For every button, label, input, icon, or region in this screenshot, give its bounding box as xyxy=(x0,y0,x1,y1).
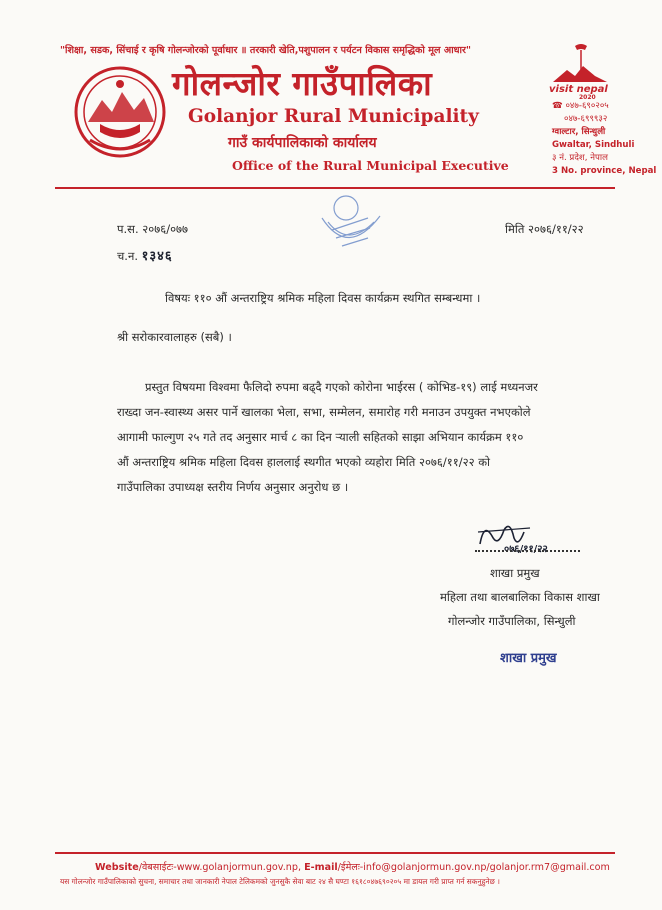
date-value: २०७६/११/२२ xyxy=(528,222,584,236)
province-english: 3 No. province, Nepal xyxy=(552,166,657,176)
phone-icon: ☎ xyxy=(552,101,563,111)
municipality-name-nepali: गोलन्जोर गाउँपालिका xyxy=(172,64,433,103)
email-link[interactable]: info@golanjormun.gov.np/golanjor.rm7@gmail.com xyxy=(363,862,610,873)
visit-nepal-logo-icon xyxy=(545,42,615,100)
dispatch-label: च.न. xyxy=(117,249,138,263)
phone-1: ०४७-६९०२०५ xyxy=(565,101,609,111)
letter-date xyxy=(505,222,584,237)
address-english: Gwaltar, Sindhuli xyxy=(552,140,635,150)
body-line: प्रस्तुत विषयमा विश्वमा फैलिदो रुपमा बढ्दै गएको कोरोना भाईरस ( कोभिड-१९) लाई मध्यनजर xyxy=(145,380,538,394)
reference-number xyxy=(117,222,188,237)
body-line: गाउँपालिका उपाध्यक्ष स्तरीय निर्णय अनुसार अनुरोध छ । xyxy=(117,480,349,494)
visit-logo-text: visit nepal xyxy=(549,84,608,95)
letter-subject: विषयः ११० औं अन्तराष्ट्रिय श्रमिक महिला दिवस कार्यक्रम स्थगित सम्बन्धमा । xyxy=(165,291,481,305)
date-label: मिति xyxy=(505,222,525,236)
address-nepali: ग्वाल्टार, सिन्धुली xyxy=(552,127,606,137)
municipality-name-english: Golanjor Rural Municipality xyxy=(188,106,479,127)
contact-block xyxy=(552,100,662,178)
reference-label: प.स. xyxy=(117,222,139,236)
office-name-english: Office of the Rural Municipal Executive xyxy=(232,158,509,173)
website-link[interactable]: www.golanjormun.gov.np, xyxy=(176,862,302,873)
body-line: आगामी फाल्गुण २५ गते तद अनुसार मार्च ८ का दिन र्‍याली सहितको साझा अभियान कार्यक्रम ११० xyxy=(117,430,524,444)
signatory-title: शाखा प्रमुख xyxy=(490,566,540,580)
visit-logo-year: 2020 xyxy=(579,94,596,100)
footer-divider xyxy=(55,852,615,854)
office-name-nepali: गाउँ कार्यपालिकाको कार्यालय xyxy=(228,135,377,151)
nepal-emblem-icon xyxy=(70,62,170,162)
slogan: "शिक्षा, सडक, सिंचाई र कृषि गोलन्जोरको पूर्वाधार ॥ तरकारी खेति,पशुपालन र पर्यटन विकास समृद्धिको मूल आधार" xyxy=(60,45,471,56)
email-label-nepali: /ईमेलः- xyxy=(337,862,364,873)
footer-notice: यस गोलन्जोर गाउँपालिकाको सुचना, समाचार तथा जानकारी नेपाल टेलिकमको जुनसुकै सेवा बाट २४ सै घण्टा १६१८०४७६९०२०५ मा डायल गरी प्राप्त गर्न सकनुहुनेछ । xyxy=(60,877,500,886)
signature-date: ०७६/११/२२ xyxy=(504,544,548,555)
signature-line xyxy=(475,550,580,552)
signatory-department: महिला तथा बालबालिका विकास शाखा xyxy=(440,590,600,604)
body-line: औं अन्तराष्ट्रिय श्रमिक महिला दिवस हाललाई स्थगीत भएको व्यहोरा मिति २०७६/११/२२ को xyxy=(117,455,491,469)
website-label: Website xyxy=(95,862,139,873)
dispatch-number xyxy=(117,246,173,264)
footer-contact xyxy=(95,860,615,873)
website-label-nepali: /वेबसाईटः- xyxy=(138,862,177,873)
reference-value: २०७६/०७७ xyxy=(142,222,189,236)
salutation: श्री सरोकारवालाहरु (सबै) । xyxy=(117,330,232,344)
dispatch-value: १३४६ xyxy=(141,249,173,264)
phone-2: ०४७-६९९९३२ xyxy=(564,114,608,124)
email-label: E-mail xyxy=(304,862,338,873)
letter-body xyxy=(117,375,627,500)
signatory-office: गोलन्जोर गाउँपालिका, सिन्धुली xyxy=(448,614,576,628)
handwritten-signature xyxy=(470,518,580,560)
office-seal-stamp-icon xyxy=(308,188,390,260)
body-line: राख्दा जन-स्वास्थ्य असर पार्ने खालका भेला, सभा, सम्मेलन, समारोह गरी मनाउन उपयुक्त नभएकोले xyxy=(117,405,531,419)
section-head-stamp: शाखा प्रमुख xyxy=(500,651,557,666)
province-nepali: ३ नं. प्रदेश, नेपाल xyxy=(552,153,608,163)
